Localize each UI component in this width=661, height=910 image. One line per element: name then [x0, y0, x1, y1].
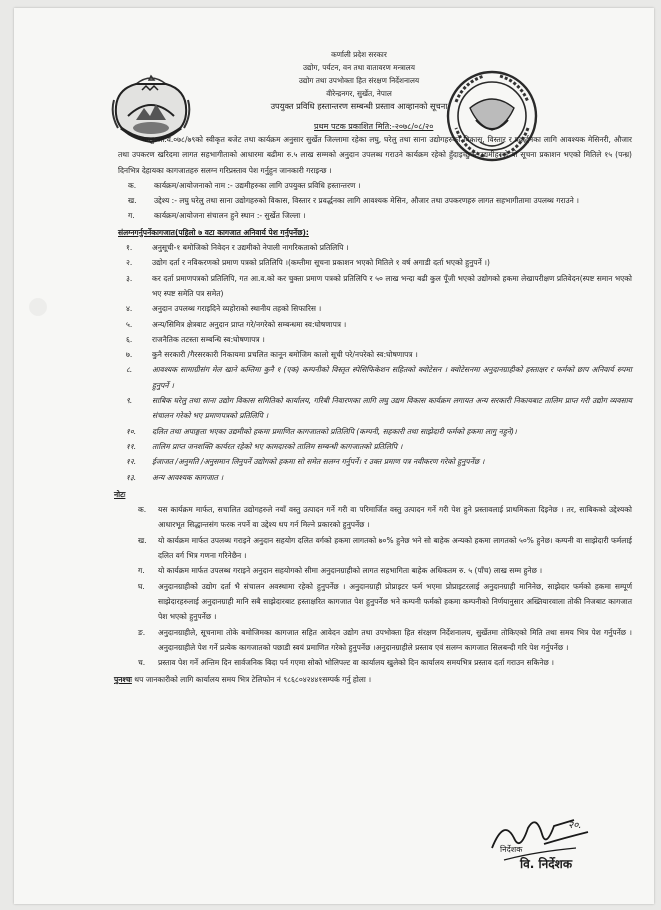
ministry-name: उद्योग, पर्यटन, वन तथा वातावरण मन्त्रालय [303, 63, 415, 72]
item-text: अन्य आवश्यक कागजात । [152, 472, 224, 482]
signatory-block [500, 845, 573, 872]
item-text: कर दर्ता प्रमाणपत्रको प्रतिलिपि, गत आ.व.को कर चुक्ता प्रमाण पत्रको प्रतिलिपि र ५० लाख भन्दा बढी कुल पूँजी भएको उद्योगको हकमा लेखापरीक्षण प्रतिवेदन(स्पष्ट समान भएको भए स्पष्ट समेति पत्र समेत) [152, 273, 632, 298]
item-text: ईजाजत /अनुमति /अनुसमान लिनुपर्ने उद्योगको हकमा सो समेत सलग्न गर्नुपर्ने। र उक्त प्रमाण पत्र नवीकरण गरेको हुनुपर्नेछ । [152, 457, 485, 467]
item-number: ६. [126, 334, 133, 344]
notes-list [138, 502, 632, 670]
item-text: आवश्यक सामाग्रीसंग मेल खाने कम्तिमा कुनै १ (एक) कम्पनीको विस्तृत स्पेसिफिकेशन सहितको क्वोटेसन । क्वोटेसनमा अनुदानग्राहीको हस्ताक्षर र फर्मको छाप अनिवार्य रुपमा हुनुपर्ने । [152, 365, 632, 390]
list-item [126, 332, 632, 347]
list-item [138, 533, 632, 564]
list-item [126, 470, 632, 485]
item-text: अनुदानग्राहीको उद्योग दर्ता भै संचालन अवस्थामा रहेको हुनुपर्नेछ । अनुदानग्राही प्रोप्राइटर फर्म भएमा प्रोप्राइटरलाई अनुदानग्राही मानिनेछ, साझेदार फर्मको हकमा सम्पूर्ण साझेदारहरुलाई अनुदानग्राही मानि सबै साझेदारबाट हस्ताक्षरित कागजात पेश हुनुपर्नेछ भने कम्पनी फर्मको हकमा कम्पनीको निर्णयानुसार अख्तियारवाला तोकी निजबाट कागजात पेश भएको हुनुपर्नेछ । [158, 581, 632, 622]
required-documents-list [126, 240, 632, 485]
note-label: नोटः [114, 489, 126, 499]
item-number: ५. [126, 319, 133, 329]
postscript-label: पुनश्चः [114, 675, 132, 685]
item-text: कार्यक्रम/आयोजनाको नाम :- उद्यमीहरुका लागि उपयुक्त प्रविधि हस्तान्तरण । [154, 180, 361, 190]
list-item [138, 502, 632, 533]
item-text: कुनै सरकारी /गैरसरकारी निकायमा प्रचलित कानून बमोजिम कालो सूची परे/नपरेको स्व:घोषणापत्र । [152, 350, 418, 360]
item-text: प्रस्ताव पेश गर्ने अन्तिम दिन सार्वजनिक बिदा पर्न गएमा सोको भोलिपल्ट वा कार्यालय खुलेको दिन कार्यालय समयभित्र प्रस्ताव दर्ता गराउन सकिनेछ । [158, 658, 555, 668]
program-details [118, 178, 632, 224]
item-number: ङ. [138, 627, 146, 637]
item-text: अन्य/सिमित्र क्षेत्रबाट अनुदान प्राप्त गरे/नगरेको सम्बन्धमा स्व:घोषणापत्र । [152, 319, 347, 329]
list-item [126, 347, 632, 362]
item-text: दलित तथा अपाङ्गता भएका उद्यमीको हकमा प्रमाणित कागजातको प्रतिलिपि (कम्पनी, सहकारी तथा साझेदारी फर्मको हकमा लागु नहुने)। [152, 426, 517, 436]
list-item [138, 655, 632, 670]
item-number: घ. [138, 581, 145, 591]
item-number: १. [126, 243, 133, 253]
list-item [138, 563, 632, 578]
publication-date: प्रथम पटक प्रकाशित मिति:-२०७८/०८/२० [314, 122, 434, 131]
list-item [126, 439, 632, 454]
item-number: ८. [126, 365, 133, 375]
item-text: साबिक घरेलु तथा साना उद्योग विकास समितिको कार्यालय, गरिबी निवारणका लागि लघु उद्यम विकास कार्यक्रम लगायत अन्य सरकारी निकायबाट तालिम प्राप्त गरी उद्योग व्यवसाय संचालन गरेको भए प्रमाणपत्रको प्रतिलिपि । [152, 396, 632, 421]
list-item [126, 362, 632, 393]
item-text: यस कार्यक्रम मार्फत, सचालित उद्योगहरुले नयाँ वस्तु उत्पादन गर्ने गरी वा परिमार्जित वस्तु उत्पादन गर्ने गरी पेश हुने प्रस्तावलाई प्राथमिकता दिइनेछ । तर, साबिकको उद्देश्यको आधारभूत सिद्धान्तसंग फरक नपर्ने वा उद्देश्य थप गर्न मिल्ने प्रकारको हुनुपर्नेछ । [158, 505, 632, 530]
directorate-name: उद्योग तथा उपभोक्ता हित संरक्षण निर्देशनालय [298, 76, 420, 85]
list-item [128, 208, 632, 223]
list-item [126, 301, 632, 316]
list-item [126, 240, 632, 255]
signature-date: २०. [568, 820, 582, 831]
item-number: १०. [126, 426, 137, 436]
item-number: २. [126, 258, 133, 268]
item-number: ग. [138, 566, 145, 576]
item-number: ख. [128, 196, 137, 206]
item-number: ४. [126, 304, 133, 314]
item-text: अनुसूची-१ बमोजिको निवेदन र उद्यमीको नेपाली नागरिकताको प्रतिलिपि । [152, 243, 349, 253]
item-text: यो कार्यक्रम मार्फत उपलब्ध गराइने अनुदान सहयोगको सीमा अनुदानग्राहीको लागत सहभागिता बाहेक अधिकतम रु. ५ (पाँच) लाख सम्म हुनेछ । [158, 566, 543, 576]
documents-heading: संलग्नगर्नुपर्नेकागजात(पहिलो ७ वटा कागजात अनिवार्य पेश गर्नुपर्नेछ): [118, 227, 309, 237]
item-text: तालिम प्राप्त जनशक्ति कार्यरत रहेको भए कामदारको तालिम सम्बन्धी कागजातको प्रतिलिपि । [152, 441, 403, 451]
list-item [126, 317, 632, 332]
item-text: उद्योग दर्ता र नविकरणको प्रमाण पत्रको प्रतिलिपि ।(कम्तीमा सूचना प्रकाशन भएको मितिले १ वर्ष अगाडी दर्ता भएको हुनुपर्ने ।) [152, 258, 490, 268]
item-number: ३. [126, 273, 133, 283]
item-number: ख. [138, 535, 147, 545]
item-text: राजनैतिक तटस्ता सम्बन्धि स्व:घोषणापत्र । [152, 334, 265, 344]
notice-document [14, 8, 654, 904]
notice-body [114, 132, 632, 688]
item-number: ११. [126, 441, 137, 451]
office-address: वीरेन्द्रनगर, सुर्खेत, नेपाल [326, 89, 392, 98]
list-item [128, 193, 632, 208]
item-text: उद्देश्य :- लघु घरेलु तथा साना उद्योगहरुको विकास, विस्तार र प्रवर्द्धनका लागि आवश्यक मेसिन, औजार तथा उपकरणहरु लागत सहभागीतामा उपलब्ध गराउने । [154, 196, 580, 206]
item-number: क. [128, 180, 137, 190]
list-item [138, 625, 632, 656]
item-number: ७. [126, 350, 133, 360]
item-number: ग. [128, 211, 135, 221]
item-text: यो कार्यक्रम मार्फत उपलब्ध गराइने अनुदान सहयोग दलित वर्गको हकमा लागतको ७०% हुनेछ भने सो बाहेक अन्यको हकमा लागतको ५०% हुनेछ। कम्पनी वा साझेदारी फर्मलाई दलित वर्ग भित्र गणना गरिनेछैन । [158, 535, 632, 561]
list-item [126, 454, 632, 469]
notice-title: उपयुक्त प्रविधि हस्तान्तरण सम्बन्धी प्रस्ताव आव्हानको सूचना [270, 101, 448, 111]
government-name: कर्णाली प्रदेश सरकार [331, 50, 387, 59]
list-item [138, 579, 632, 625]
list-item [126, 255, 632, 270]
item-number: क. [138, 505, 147, 515]
signatory-name: वि. निर्देशक [520, 857, 573, 871]
item-text: कार्यक्रम/आयोजना संचालन हुने स्थान :- सुर्खेत जिल्ला । [154, 211, 306, 221]
signatory-title: निर्देशक [500, 845, 523, 854]
intro-paragraph: चालु आ.व.०७८/७९को स्वीकृत बजेट तथा कार्यक्रम अनुसार सुर्खेत जिल्लामा रहेका लघु, घरेलु तथा साना उद्योगहरुको विकास, विस्तार र प्रवर्द्धनका लागि आवश्यक मेसिनरी, औजार तथा उपकरण खरिदमा लागत सहभागीताको आधारमा बढीमा रु.५ लाख सम्मको अनुदान उपलब्ध गराउने कार्यक्रम रहेको हुँदाइच्छुक उद्यमीहरुले यो सूचना प्रकाशन भएको मितिले १५ (पन्ध्र) दिनभित्र देहायका कागजातहरु सलग्न गरिप्रस्ताव पेश गर्नुहुन जानकारी गराइन्छ । [118, 135, 632, 175]
postscript-text: थप जानकारीको लागि कार्यालय समय भित्र टेलिफोन नं ९८६८०४२४४१सम्पर्क गर्नु होला । [134, 675, 372, 685]
letterhead [254, 48, 464, 113]
item-text: अनुदानग्राहीले, सूचनामा तोके बमोजिमका कागजात सहित आवेदन उद्योग तथा उपभोक्ता हित संरक्षण निर्देशनालय, सुर्खेतमा तोकिएको मिति तथा समय भित्र पेश गर्नुपर्नेछ । अनुदानग्राहीले पेश गर्ने प्रत्येक कागजातको पछाडी स्वयं प्रमाणित गरेको हुनुपर्नेछ ।अनुदानग्राहीले प्रस्ताव एवं सलग्न कागजात सिलबन्दी गरि पेश गर्नुपर्नेछ । [158, 627, 632, 652]
list-item [126, 271, 632, 302]
postscript [114, 672, 632, 687]
item-text: अनुदान उपलब्ध गराइदिने व्यहोराको स्थानीय तहको सिफारिस । [152, 304, 322, 314]
item-number: १३. [126, 472, 137, 482]
list-item [128, 178, 632, 193]
list-item [126, 393, 632, 424]
item-number: ९. [126, 396, 133, 406]
paper-mark [29, 298, 47, 316]
list-item [126, 424, 632, 439]
item-number: १२. [126, 457, 137, 467]
item-number: च. [138, 658, 146, 668]
